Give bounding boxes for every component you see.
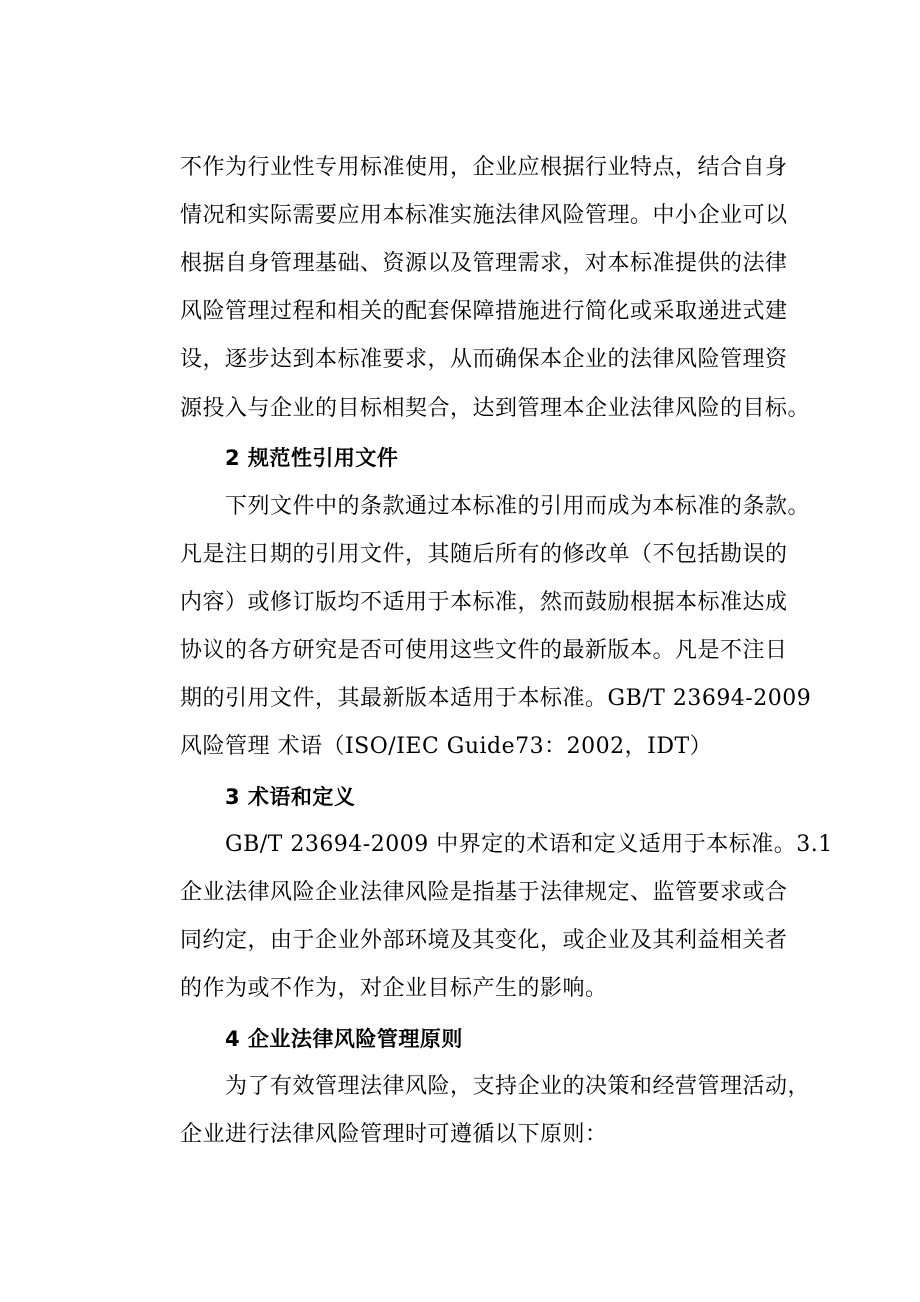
body-text-line: GB/T 23694-2009 中界定的术语和定义适用于本标准。3.1: [225, 832, 833, 857]
body-text-line: 企业进行法律风险管理时可遵循以下原则：: [180, 1122, 608, 1147]
body-text-line: 风险管理 术语（ISO/IEC Guide73：2002，IDT）: [180, 734, 713, 759]
body-text-line: 的作为或不作为，对企业目标产生的影响。: [180, 976, 608, 1001]
body-text-line: 凡是注日期的引用文件，其随后所有的修改单（不包括勘误的: [180, 542, 788, 567]
body-text-line: 设，逐步达到本标准要求，从而确保本企业的法律风险管理资: [180, 347, 788, 372]
body-text-line: 期的引用文件，其最新版本适用于本标准。GB/T 23694-2009: [180, 686, 812, 711]
section-heading: 3 术语和定义: [225, 785, 356, 809]
body-text-line: 源投入与企业的目标相契合，达到管理本企业法律风险的目标。: [180, 396, 811, 421]
section-heading: 2 规范性引用文件: [225, 446, 399, 470]
section-heading: 4 企业法律风险管理原则: [225, 1027, 463, 1051]
body-text-line: 同约定，由于企业外部环境及其变化，或企业及其利益相关者: [180, 928, 788, 953]
body-text-line: 情况和实际需要应用本标准实施法律风险管理。中小企业可以: [180, 203, 788, 228]
body-text-line: 为了有效管理法律风险，支持企业的决策和经营管理活动，: [225, 1074, 811, 1099]
body-text-line: 下列文件中的条款通过本标准的引用而成为本标准的条款。: [225, 494, 811, 519]
body-text-line: 协议的各方研究是否可使用这些文件的最新版本。凡是不注日: [180, 638, 788, 663]
body-text-line: 内容）或修订版均不适用于本标准，然而鼓励根据本标准达成: [180, 590, 788, 615]
body-text-line: 不作为行业性专用标准使用，企业应根据行业特点，结合自身: [180, 155, 788, 180]
body-text-line: 企业法律风险企业法律风险是指基于法律规定、监管要求或合: [180, 880, 788, 905]
body-text-line: 根据自身管理基础、资源以及管理需求，对本标准提供的法律: [180, 251, 788, 276]
body-text-line: 风险管理过程和相关的配套保障措施进行简化或采取递进式建: [180, 299, 788, 324]
